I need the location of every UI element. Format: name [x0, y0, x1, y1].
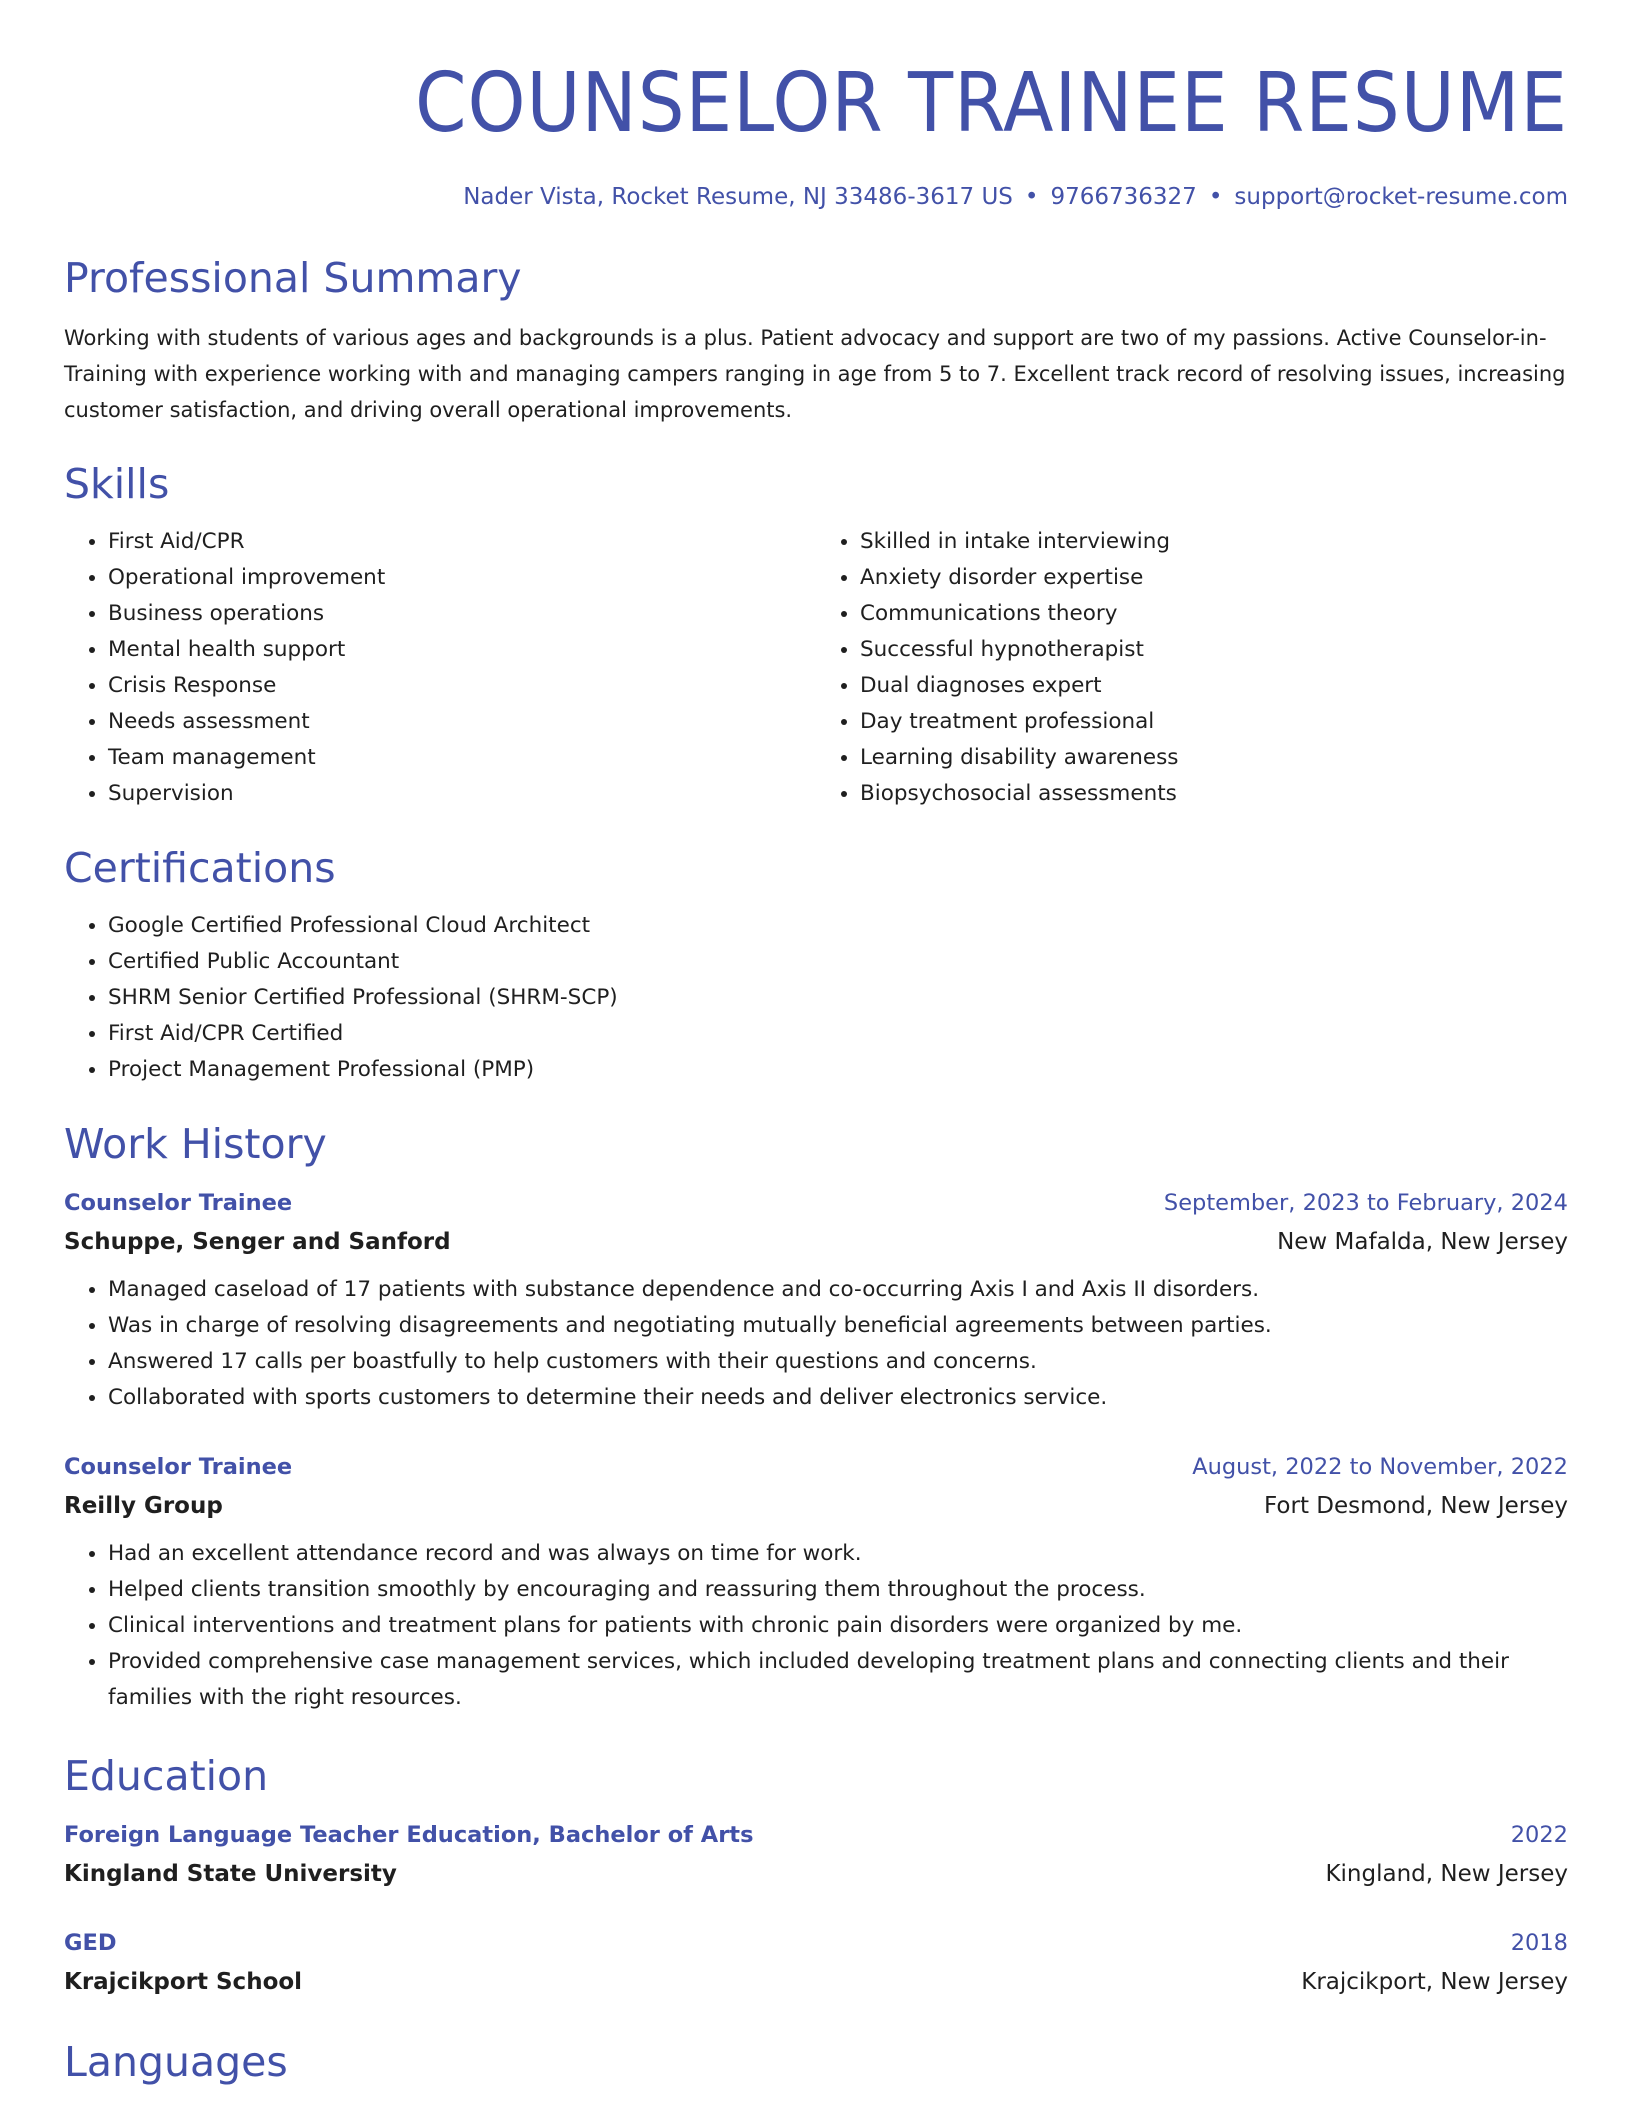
certifications-heading: Certifications: [64, 844, 336, 892]
skill-item: • Supervision: [108, 776, 816, 812]
skill-item: • Skilled in intake interviewing: [860, 524, 1568, 560]
job-bullet: • Clinical interventions and treatment plans for patients with chronic pain disorders were organized by me.: [108, 1608, 1568, 1644]
job-company-row: [64, 1486, 1568, 1526]
job-bullet: • Answered 17 calls per boastfully to help customers with their questions and concerns.: [108, 1344, 1568, 1380]
job-company: Schuppe, Senger and Sanford: [64, 1229, 451, 1255]
job-entry: [64, 1184, 1568, 1416]
summary-text: Working with students of various ages and backgrounds is a plus. Patient advocacy and support are two of my passions. Active Counselor-in-Training with experience working with and managing campers ranging in age from 5 to 7. Excellent track record of resolving issues, increasing customer satisfaction, and driving overall operational improvements.: [64, 326, 1566, 422]
job-location: New Mafalda, New Jersey: [1277, 1229, 1568, 1255]
job-entry: [64, 1448, 1568, 1716]
work-history-section: [64, 1118, 1568, 1716]
education-entry: [64, 1924, 1568, 2002]
skill-item: • Successful hypnotherapist: [860, 632, 1568, 668]
skill-item: • Operational improvement: [108, 560, 816, 596]
certification-item: • Google Certified Professional Cloud Architect: [108, 908, 1568, 944]
skills-list-left: [64, 524, 816, 812]
job-title-row: [64, 1184, 1568, 1222]
job-company: Reilly Group: [64, 1493, 223, 1519]
skills-list-right: [816, 524, 1568, 812]
job-bullet: • Provided comprehensive case management services, which included developing treatment plans and connecting clients and their families with the right resources.: [108, 1644, 1568, 1716]
skill-item: • Needs assessment: [108, 704, 816, 740]
address: Nader Vista, Rocket Resume, NJ 33486-3617 US: [463, 184, 1013, 210]
job-bullet: • Had an excellent attendance record and was always on time for work.: [108, 1536, 1568, 1572]
separator-dot: •: [1208, 184, 1223, 210]
graduation-year: 2018: [1510, 1930, 1568, 1956]
school-row: [64, 1854, 1568, 1894]
education-entry: [64, 1816, 1568, 1894]
degree: Foreign Language Teacher Education, Bachelor of Arts: [64, 1822, 754, 1848]
skill-item: • First Aid/CPR: [108, 524, 816, 560]
job-location: Fort Desmond, New Jersey: [1264, 1493, 1568, 1519]
job-dates: August, 2022 to November, 2022: [1192, 1454, 1568, 1480]
degree-row: [64, 1924, 1568, 1962]
job-bullets: [64, 1272, 1568, 1416]
education-section: [64, 1750, 1568, 2002]
certification-item: • SHRM Senior Certified Professional (SHRM-SCP): [108, 980, 1568, 1016]
resume-title: COUNSELOR TRAINEE RESUME: [414, 56, 1568, 151]
education-heading: Education: [64, 1752, 269, 1800]
job-title-row: [64, 1448, 1568, 1486]
languages-heading: Languages: [64, 2038, 288, 2086]
skill-item: • Business operations: [108, 596, 816, 632]
skills-heading: Skills: [64, 460, 170, 508]
separator-dot: •: [1024, 184, 1039, 210]
degree-row: [64, 1816, 1568, 1854]
school-location: Krajcikport, New Jersey: [1301, 1969, 1568, 1995]
skill-item: • Day treatment professional: [860, 704, 1568, 740]
job-bullet: • Managed caseload of 17 patients with substance dependence and co-occurring Axis I and Axis II disorders.: [108, 1272, 1568, 1308]
phone: 9766736327: [1050, 184, 1197, 210]
contact-line: [64, 182, 1568, 212]
skill-item: • Team management: [108, 740, 816, 776]
certifications-list: [64, 908, 1568, 1088]
skill-item: • Crisis Response: [108, 668, 816, 704]
skills-columns: [64, 524, 1568, 812]
skill-item: • Anxiety disorder expertise: [860, 560, 1568, 596]
job-role: Counselor Trainee: [64, 1190, 293, 1216]
certification-item: • Certified Public Accountant: [108, 944, 1568, 980]
school-row: [64, 1962, 1568, 2002]
skill-item: • Biopsychosocial assessments: [860, 776, 1568, 812]
job-bullet: • Was in charge of resolving disagreements and negotiating mutually beneficial agreements between parties.: [108, 1308, 1568, 1344]
degree: GED: [64, 1930, 117, 1956]
school-name: Krajcikport School: [64, 1969, 303, 1995]
certifications-section: [64, 842, 1568, 1088]
job-role: Counselor Trainee: [64, 1454, 293, 1480]
job-company-row: [64, 1222, 1568, 1262]
job-bullet: • Helped clients transition smoothly by encouraging and reassuring them throughout the process.: [108, 1572, 1568, 1608]
school-location: Kingland, New Jersey: [1325, 1861, 1568, 1887]
school-name: Kingland State University: [64, 1861, 397, 1887]
summary-section: [64, 252, 1568, 428]
job-bullet: • Collaborated with sports customers to determine their needs and deliver electronics service.: [108, 1380, 1568, 1416]
work-history-heading: Work History: [64, 1120, 327, 1168]
graduation-year: 2022: [1510, 1822, 1568, 1848]
skills-section: [64, 458, 1568, 812]
email-link[interactable]: support@rocket-resume.com: [1234, 184, 1568, 210]
certification-item: • First Aid/CPR Certified: [108, 1016, 1568, 1052]
job-dates: September, 2023 to February, 2024: [1163, 1190, 1568, 1216]
job-bullets: [64, 1536, 1568, 1716]
skill-item: • Learning disability awareness: [860, 740, 1568, 776]
skill-item: • Communications theory: [860, 596, 1568, 632]
skill-item: • Dual diagnoses expert: [860, 668, 1568, 704]
summary-heading: Professional Summary: [64, 254, 522, 302]
skill-item: • Mental health support: [108, 632, 816, 668]
certification-item: • Project Management Professional (PMP): [108, 1052, 1568, 1088]
languages-section: [64, 2036, 1568, 2088]
